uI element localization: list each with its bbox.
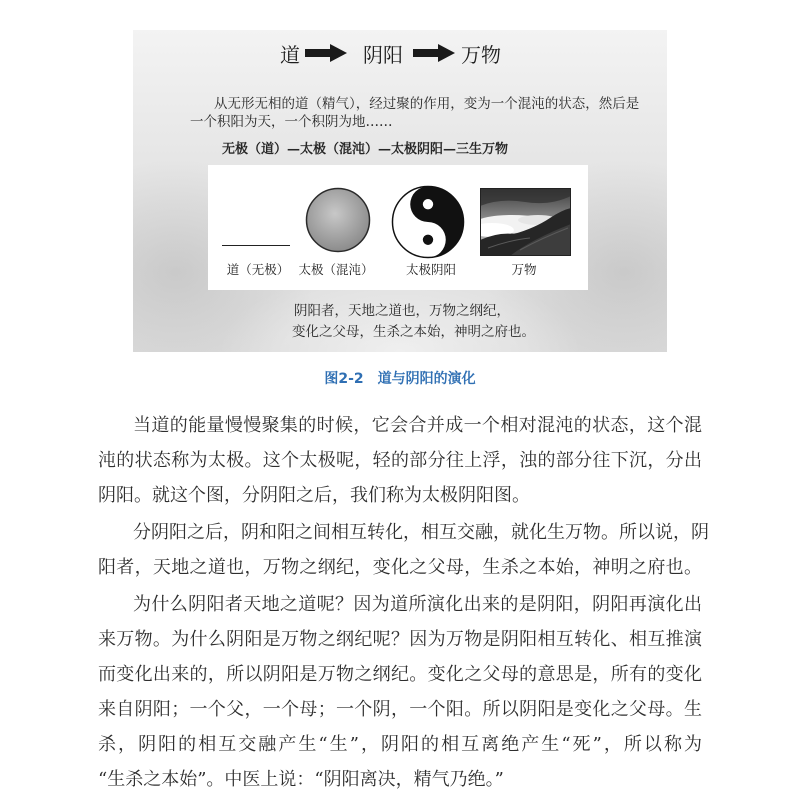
stage-label: 太极阴阳 xyxy=(405,262,456,277)
flow-term-yinyang: 阴阳 xyxy=(363,43,403,67)
text-line: 为什么阴阳者天地之道呢？因为道所演化出来的是阴阳，阴阳再演化出 xyxy=(133,594,702,615)
figure-title: 道与阴阳的演化 xyxy=(377,371,476,387)
text-line: “生杀之本始”。中医上说：“阴阳离决，精气乃绝。” xyxy=(98,769,504,790)
landscape-photo-icon xyxy=(480,188,571,256)
figure-intro-line: 一个积阳为天，一个积阴为地…… xyxy=(190,114,393,130)
body-text xyxy=(98,408,709,797)
figure-quote-line: 变化之父母，生杀之本始，神明之府也。 xyxy=(292,324,535,340)
right-arrow-icon xyxy=(305,44,347,62)
evolution-chain-text: 无极（道）—太极（混沌）—太极阴阳—三生万物 xyxy=(222,142,509,157)
text-line: 当道的能量慢慢聚集的时候，它会合并成一个相对混沌的状态，这个混 xyxy=(133,415,702,436)
figure-intro-line: 从无形无相的道（精气），经过聚的作用，变为一个混沌的状态，然后是 xyxy=(214,96,640,112)
stage-label: 道（无极） xyxy=(226,262,290,277)
stage-label: 太极（混沌） xyxy=(298,262,374,277)
paragraph xyxy=(98,408,702,513)
flow-term-dao: 道 xyxy=(280,43,300,67)
figure-number: 图2-2 xyxy=(324,371,364,387)
evolution-figure xyxy=(133,30,667,352)
text-line: 而变化出来的，所以阴阳是万物之纲纪。变化之父母的意思是，所有的变化 xyxy=(98,664,702,685)
flow-term-wanwu: 万物 xyxy=(461,43,501,67)
right-arrow-icon xyxy=(413,44,455,62)
text-line: 杀，阴阳的相互交融产生“生”，阴阳的相互离绝产生“死”，所以称为 xyxy=(98,734,702,755)
text-line: 阳者，天地之道也，万物之纲纪，变化之父母，生杀之本始，神明之府也。 xyxy=(98,557,702,578)
paragraph xyxy=(98,587,702,797)
text-line: 来万物。为什么阴阳是万物之纲纪呢？因为万物是阴阳相互转化、相互推演 xyxy=(98,629,702,650)
stages-panel xyxy=(208,165,588,290)
text-line: 分阴阳之后，阴和阳之间相互转化，相互交融，就化生万物。所以说，阴 xyxy=(133,522,709,543)
paragraph xyxy=(98,515,709,585)
text-line: 阴阳。就这个图，分阴阳之后，我们称为太极阴阳图。 xyxy=(98,485,530,506)
gray-circle-icon xyxy=(305,187,371,253)
text-line: 来自阴阳；一个父，一个母；一个阴，一个阳。所以阴阳是变化之父母。生 xyxy=(98,699,702,720)
figure-caption xyxy=(0,368,800,388)
stage-label: 万物 xyxy=(511,262,537,277)
text-line: 沌的状态称为太极。这个太极呢，轻的部分往上浮，浊的部分往下沉，分出 xyxy=(98,450,702,471)
yin-yang-icon xyxy=(391,185,465,259)
figure-quote-line: 阴阳者，天地之道也，万物之纲纪， xyxy=(294,303,510,319)
horizontal-line-icon xyxy=(222,245,290,246)
